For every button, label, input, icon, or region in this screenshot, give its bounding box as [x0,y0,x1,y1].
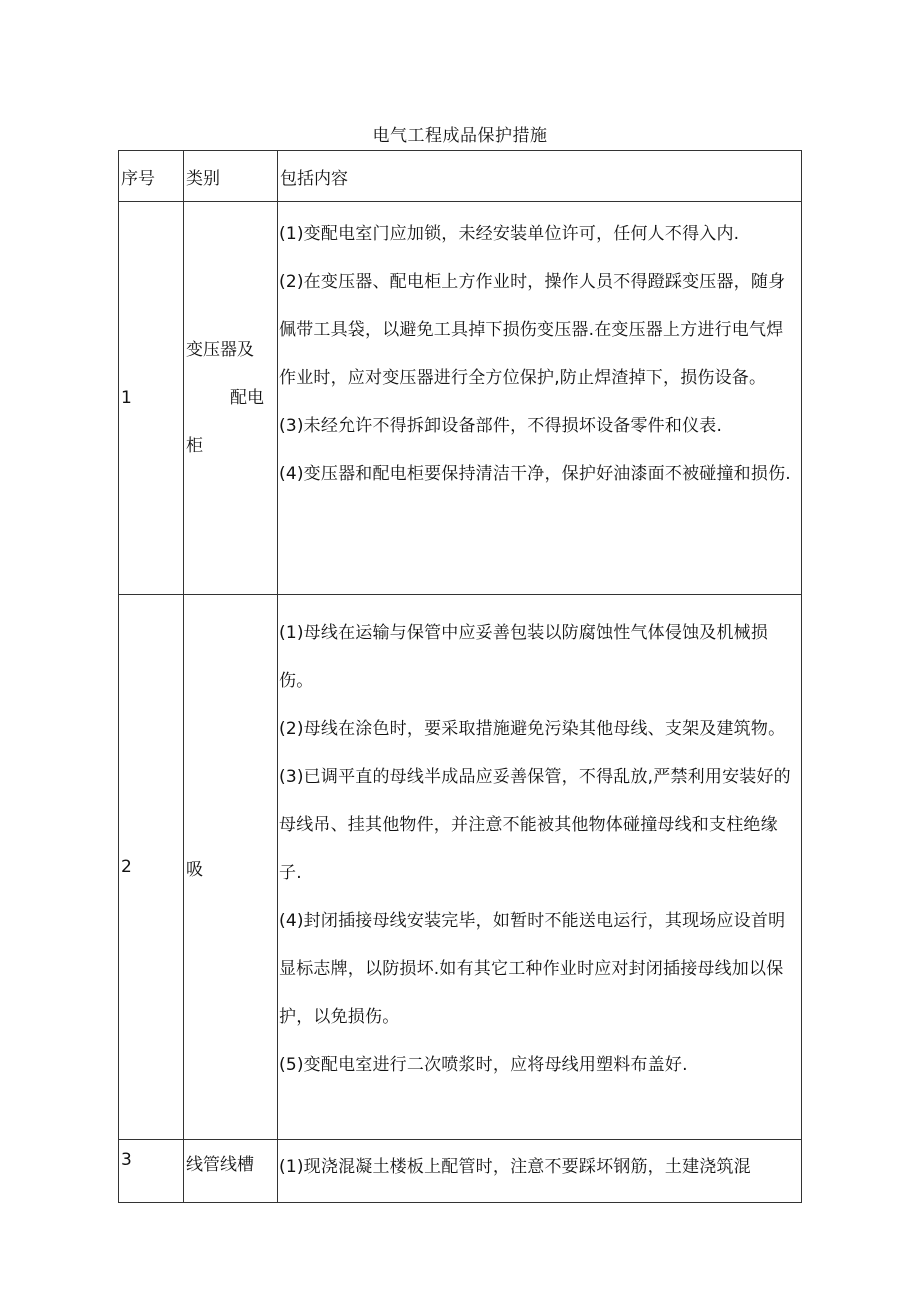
table-row [119,202,802,595]
header-cell-number [119,151,184,202]
row-category: 吸 [186,859,203,880]
row-content-cell [278,202,802,595]
content-item: (4)封闭插接母线安装完毕，如暂时不能送电运行，其现场应设首明显标志牌，以防损坏.如有其它工种作业时应对封闭插接母线加以保护，以免损伤。 [279,911,786,1027]
table-row [119,595,802,1140]
header-cell-category [184,151,278,202]
row-number: 1 [121,388,132,408]
row-category-cell [184,1140,278,1203]
header-cell-content [278,151,802,202]
content-item: (3)未经允许不得拆卸设备部件，不得损坏设备零件和仪表. [279,416,723,436]
content-item: (3)已调平直的母线半成品应妥善保管，不得乱放,严禁利用安装好的母线吊、挂其他物件，并注意不能被其他物体碰撞母线和支柱绝缘子. [279,767,791,883]
row-number-cell [119,202,184,595]
row-category [184,326,277,470]
table-header-row [119,151,802,202]
protection-measures-table [118,150,802,1203]
row-category-cell [184,202,278,595]
content-item: (1)母线在运输与保管中应妥善包装以防腐蚀性气体侵蚀及机械损伤。 [279,623,769,691]
category-line: 柜 [186,436,203,456]
content-item: (2)母线在涂色时，要采取措施避免污染其他母线、支架及建筑物。 [279,719,786,739]
row-category: 线管线槽 [186,1155,254,1175]
row-content-cell [278,1140,802,1203]
content-item: (1)现浇混凝土楼板上配管时，注意不要踩坏钢筋，土建浇筑混 [279,1157,751,1177]
content-item: (1)变配电室门应加锁，未经安装单位许可，任何人不得入内. [279,224,740,244]
table-row [119,1140,802,1203]
header-number-label: 序号 [121,168,155,189]
row-number-cell [119,1140,184,1203]
row-number-cell [119,595,184,1140]
row-number: 2 [121,857,132,877]
row-category-cell [184,595,278,1140]
document-title: 电气工程成品保护措施 [372,126,548,146]
header-category-label: 类别 [186,168,220,189]
row-content-cell [278,595,802,1140]
content-item: (2)在变压器、配电柜上方作业时，操作人员不得蹬踩变压器，随身佩带工具袋，以避免工具掉下损伤变压器.在变压器上方进行电气焊作业时，应对变压器进行全方位保护,防止焊渣掉下，损伤设备。 [279,272,786,388]
category-line: 配电 [230,388,264,408]
header-content-label: 包括内容 [280,168,348,189]
category-line: 变压器及 [186,340,254,360]
row-number: 3 [121,1150,132,1170]
content-item: (4)变压器和配电柜要保持清洁干净，保护好油漆面不被碰撞和损伤. [279,464,791,484]
content-item: (5)变配电室进行二次喷浆时，应将母线用塑料布盖好. [279,1055,688,1075]
